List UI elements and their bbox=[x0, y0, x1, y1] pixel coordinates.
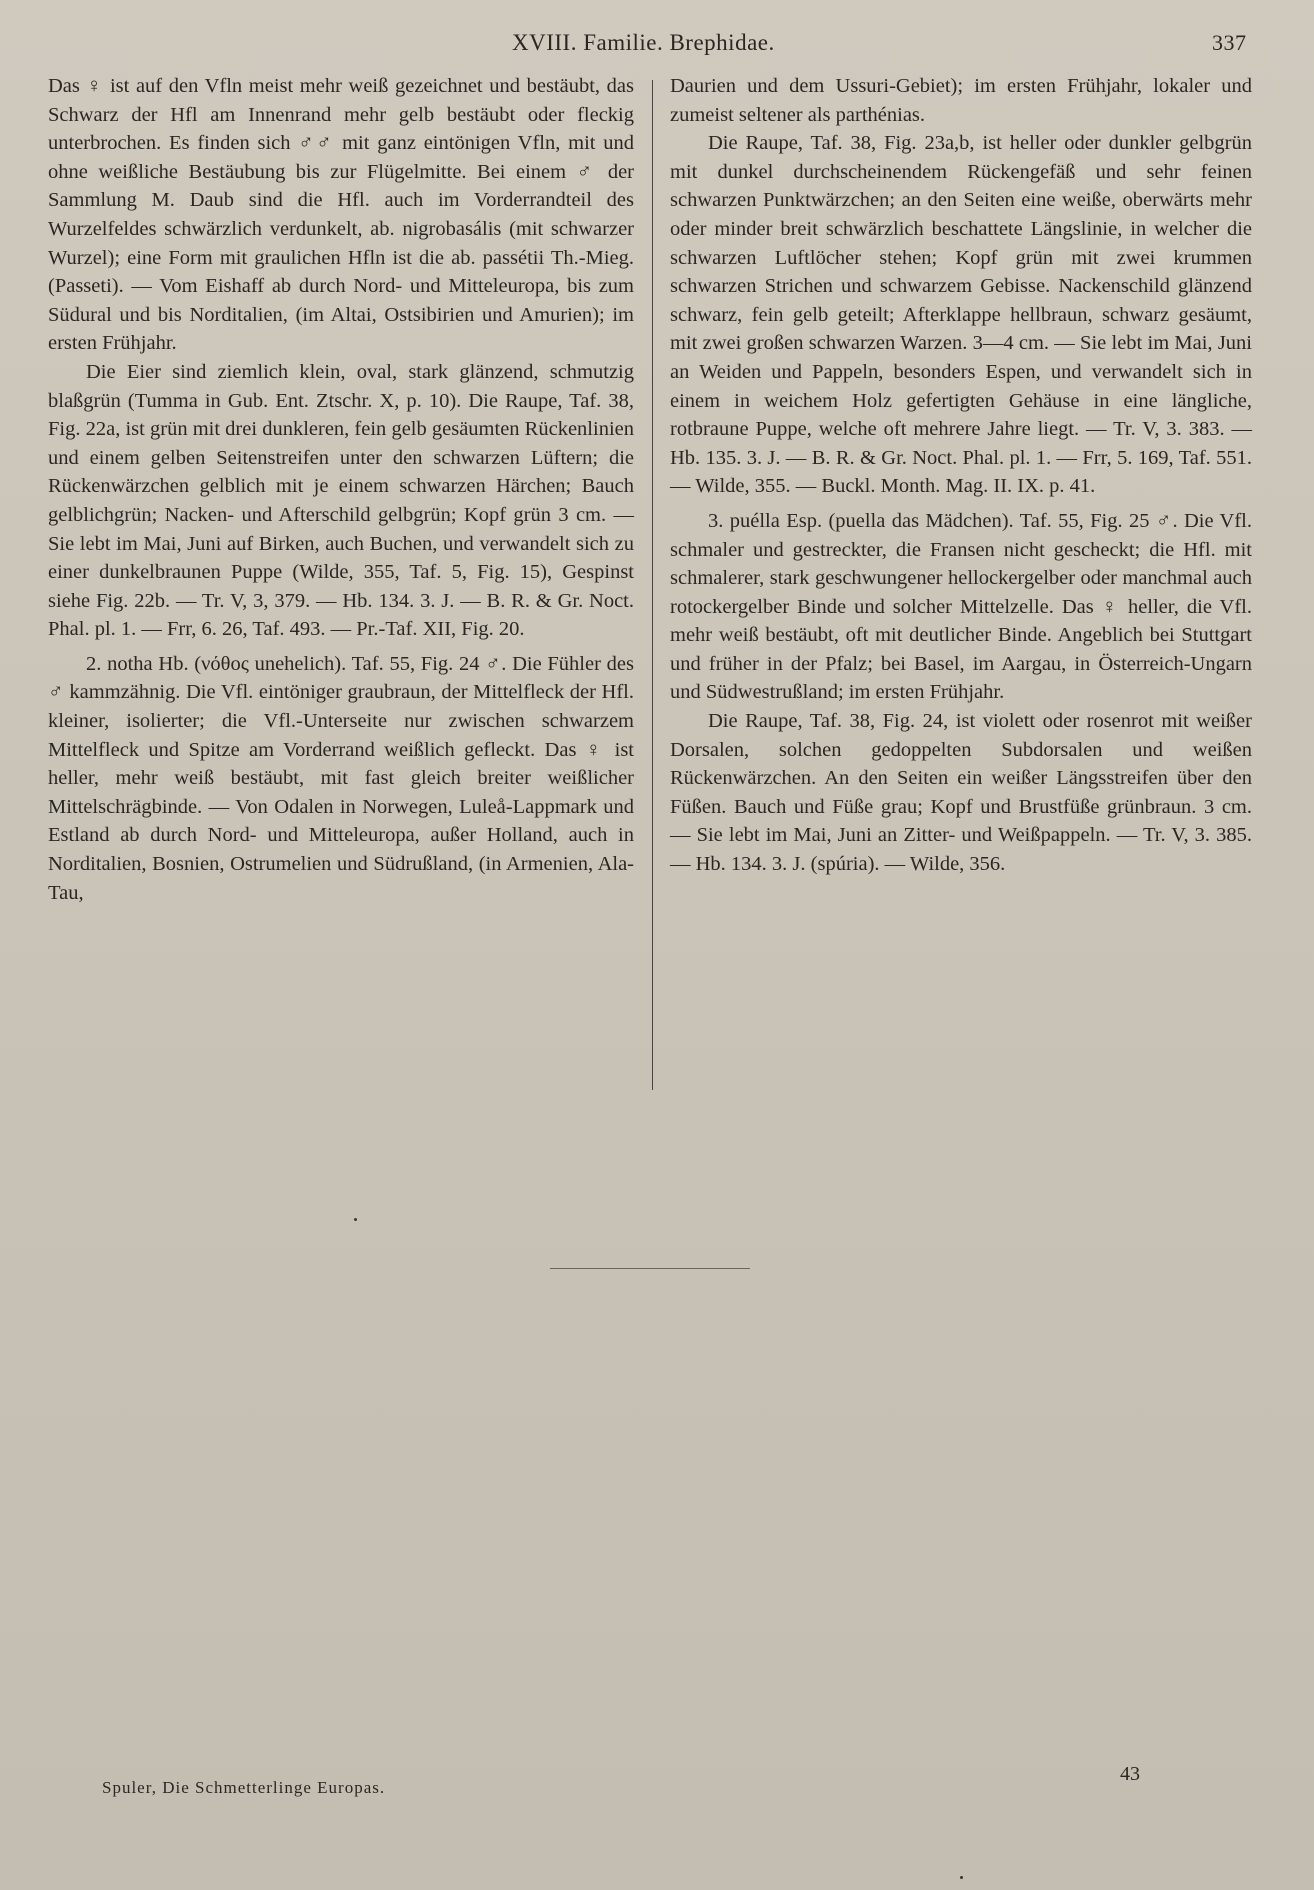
page-header bbox=[0, 30, 1314, 70]
footer-signature: 43 bbox=[1120, 1763, 1140, 1785]
paragraph-continuation: Daurien und dem Ussuri-Gebiet); im ersten Frühjahr, lokaler und zumeist seltener als parthénias. bbox=[670, 75, 1252, 126]
right-column bbox=[670, 72, 1252, 879]
section-rule bbox=[550, 1268, 750, 1269]
running-title: XVIII. Familie. Brephidae. bbox=[512, 30, 775, 55]
footer-book-title: Spuler, Die Schmetterlinge Europas. bbox=[102, 1778, 386, 1797]
paragraph-larva-notha: Die Raupe, Taf. 38, Fig. 23a,b, ist heller oder dunkler gelbgrün mit dunkel durchscheinendem Rückengefäß und sehr feinen schwarzen Punktwärzchen; an den Seiten eine weiße, oberwärts mehr oder minder breit schwärzlich beschattete Längslinie, in welcher die schwarzen Luftlöcher stehen; Kopf grün mit zwei krummen schwarzen Strichen und schwarzem Gebisse. Nackenschild glänzend schwarz, fein gelb geteilt; Afterklappe hellbraun, schwarz gesäumt, mit zwei großen schwarzen Warzen. 3—4 cm. — Sie lebt im Mai, Juni an Weiden und Pappeln, besonders Espen, und verwandelt sich in einem in weichem Holz gefertigten Gehäuse in eine längliche, rotbraune Puppe, welche oft mehrere Jahre liegt. — Tr. V, 3. 383. — Hb. 135. 3. J. — B. R. & Gr. Noct. Phal. pl. 1. — Frr, 5. 169, Taf. 551. — Wilde, 355. — Buckl. Month. Mag. II. IX. p. 41. bbox=[670, 132, 1252, 498]
paragraph-notha: 2. notha Hb. (νόθος unehelich). Taf. 55, Fig. 24 ♂. Die Fühler des ♂ kammzähnig. Die Vfl. eintöniger graubraun, der Mittelfleck der Hfl. kleiner, isolierter; die Vfl.-Unterseite nur zwischen schwarzem Mittelfleck und Spitze am Vorderrand weißlich gefleckt. Das ♀ ist heller, mehr weiß bestäubt, mit fast gleich breiter weißlicher Mittelschrägbinde. — Von Odalen in Norwegen, Luleå-Lappmark und Estland ab durch Nord- und Mitteleuropa, außer Holland, auch in Norditalien, Bosnien, Ostrumelien und Südrußland, (in Armenien, Ala-Tau, bbox=[48, 652, 634, 904]
left-column bbox=[48, 72, 634, 907]
column-divider bbox=[652, 80, 653, 1090]
paragraph-puella: 3. puélla Esp. (puella das Mädchen). Taf. 55, Fig. 25 ♂. Die Vfl. schmaler und gestreckter, die Fransen nicht gescheckt; die Hfl. mit schmalerer, stark geschwungener hellockergelber oder manchmal auch rotockergelber Binde und solcher Mittelzelle. Das ♀ heller, die Vfl. mehr weiß bestäubt, oft mit deutlicher Binde. Angeblich bei Stuttgart und früher in der Pfalz; bei Basel, im Aargau, in Österreich-Ungarn und Südwestrußland; im ersten Frühjahr. bbox=[670, 509, 1252, 704]
print-speck bbox=[354, 1218, 357, 1221]
paragraph-larva-puella: Die Raupe, Taf. 38, Fig. 24, ist violett oder rosenrot mit weißer Dorsalen, solchen gedoppelten Subdorsalen und weißen Rückenwärzchen. An den Seiten ein weißer Längsstreifen über den Füßen. Bauch und Füße grau; Kopf und Brustfüße grünbraun. 3 cm. — Sie lebt im Mai, Juni an Zitter- und Weißpappeln. — Tr. V, 3. 385. — Hb. 134. 3. J. (spúria). — Wilde, 356. bbox=[670, 710, 1252, 876]
paragraph-eggs-larva: Die Eier sind ziemlich klein, oval, stark glänzend, schmutzig blaßgrün (Tumma in Gub. Ent. Ztschr. X, p. 10). Die Raupe, Taf. 38, Fig. 22a, ist grün mit drei dunkleren, fein gelb gesäumten Rückenlinien und einem gelben Seitenstreifen unter den schwarzen Lüftern; die Rückenwärzchen gelblich mit je einem schwarzen Härchen; Bauch gelblichgrün; Nacken- und Afterschild gelbgrün; Kopf grün 3 cm. — Sie lebt im Mai, Juni auf Birken, auch Buchen, und verwandelt sich zu einer dunkelbraunen Puppe (Wilde, 355, Taf. 5, Fig. 15), Gespinst siehe Fig. 22b. — Tr. V, 3, 379. — Hb. 134. 3. J. — B. R. & Gr. Noct. Phal. pl. 1. — Frr, 6. 26, Taf. 493. — Pr.-Taf. XII, Fig. 20. bbox=[48, 360, 634, 641]
print-speck bbox=[960, 1876, 963, 1879]
paragraph-description: Das ♀ ist auf den Vfln meist mehr weiß gezeichnet und bestäubt, das Schwarz der Hfl am Innenrand mehr gelb bestäubt oder fleckig unterbrochen. Es finden sich ♂♂ mit ganz eintönigen Vfln, mit und ohne weißliche Bestäubung bis zur Flügelmitte. Bei einem ♂ der Sammlung M. Daub sind die Hfl. auch im Vorderrandteil des Wurzelfeldes schwärzlich verdunkelt, ab. nigrobasális (mit schwarzer Wurzel); eine Form mit graulichen Hfln ist die ab. passétii Th.-Mieg. (Passeti). — Vom Eishaff ab durch Nord- und Mitteleuropa, bis zum Südural und bis Norditalien, (im Altai, Ostsibirien und Amurien); im ersten Frühjahr. bbox=[48, 75, 634, 355]
page-number: 337 bbox=[1212, 30, 1247, 55]
